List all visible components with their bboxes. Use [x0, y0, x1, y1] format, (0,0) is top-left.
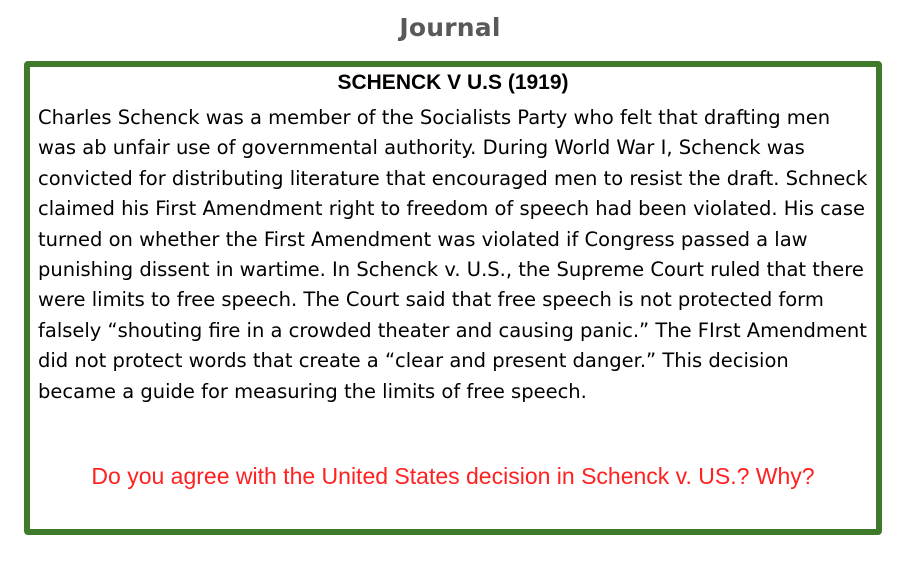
case-summary-text: Charles Schenck was a member of the Socialists Party who felt that drafting men was ab unfair use of governmental authority. During World War I, Schenck was convicted for distributing literature that encouraged men to resist the draft. Schneck claimed his First Amendment right to freedom of speech had been violated. His case turned on whether the First Amendment was violated if Congress passed a law punishing dissent in wartime. In Schenck v. U.S., the Supreme Court ruled that there were limits to free speech. The Court said that free speech is not protected form falsely “shouting fire in a crowded theater and causing panic.” The FIrst Amendment did not protect words that create a “clear and present danger.” This decision became a guide for measuring the limits of free speech. — [38, 106, 868, 403]
discussion-question: Do you agree with the United States decision in Schenck v. US.? Why? — [91, 463, 815, 489]
page-title: Journal — [399, 13, 501, 42]
case-heading: SCHENCK V U.S (1919) — [337, 71, 569, 94]
journal-card — [24, 61, 882, 535]
